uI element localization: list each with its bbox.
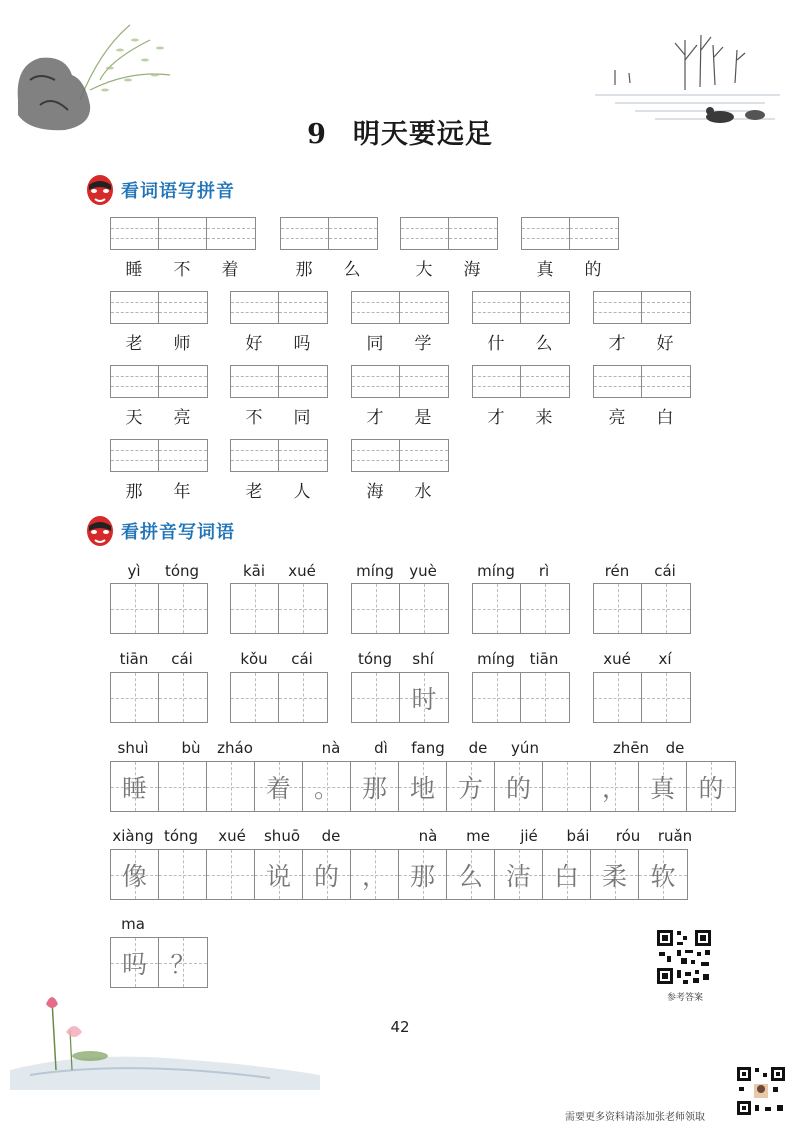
field-grid-square[interactable]: [642, 673, 690, 722]
vocab-char: 才: [487, 408, 505, 428]
traced-character: [543, 762, 590, 811]
vocab-word: [230, 403, 326, 428]
field-grid-square[interactable]: [111, 673, 159, 722]
character-writing-grid[interactable]: [593, 583, 691, 634]
pinyin-syllable: míng: [356, 562, 394, 580]
vocab-word: [110, 403, 206, 428]
vocab-word: [110, 255, 254, 280]
pinyin-syllable: tiān: [119, 650, 149, 668]
vocab-char: 亮: [608, 408, 626, 428]
vocab-char: 水: [414, 482, 432, 502]
vocab-char: 海: [366, 482, 384, 502]
vocab-word: [351, 403, 447, 428]
pinyin-syllable: tiān: [529, 650, 559, 668]
field-grid-square[interactable]: [495, 850, 543, 899]
traced-character: [642, 673, 690, 722]
traced-character: [111, 673, 158, 722]
field-grid-square[interactable]: [111, 938, 159, 987]
vocab-char: 那: [295, 260, 313, 280]
pinyin-syllable: fang: [411, 739, 445, 757]
answer-qr-code[interactable]: [655, 928, 713, 986]
field-grid-square[interactable]: [279, 584, 327, 633]
traced-character: [594, 584, 641, 633]
field-grid-square[interactable]: [351, 762, 399, 811]
field-grid-square[interactable]: [303, 850, 351, 899]
field-grid-square[interactable]: [111, 584, 159, 633]
vocab-word: [351, 477, 447, 502]
pinyin-syllable: xué: [288, 562, 316, 580]
traced-character: ，: [361, 861, 387, 891]
vocab-char: 老: [245, 482, 263, 502]
pinyin-writing-grid[interactable]: [400, 217, 498, 250]
vocab-word: [351, 329, 447, 354]
field-grid-square[interactable]: [521, 584, 569, 633]
pinyin-syllable: ma: [121, 915, 145, 933]
field-grid-square[interactable]: [279, 673, 327, 722]
vocab-word: [110, 329, 206, 354]
traced-character: [473, 673, 520, 722]
field-grid-square[interactable]: [207, 762, 255, 811]
opera-mask-icon: [85, 173, 115, 207]
contact-qr-code[interactable]: [735, 1065, 787, 1117]
pinyin-writing-grid[interactable]: [351, 439, 449, 472]
pinyin-syllable: zhēn: [612, 739, 650, 757]
vocab-char: 师: [173, 334, 191, 354]
traced-character: 。: [313, 773, 339, 803]
section-label: 看拼音写词语: [121, 522, 235, 543]
character-writing-grid[interactable]: [230, 672, 328, 723]
character-writing-grid[interactable]: [351, 672, 449, 723]
field-grid-square[interactable]: [473, 673, 521, 722]
character-writing-grid[interactable]: [230, 583, 328, 634]
pinyin-writing-grid[interactable]: [230, 365, 328, 398]
pinyin-syllable: de: [321, 827, 341, 845]
field-grid-square[interactable]: [639, 850, 687, 899]
pinyin-syllable: jié: [520, 827, 538, 845]
traced-character: [159, 584, 207, 633]
section-label: 看词语写拼音: [121, 181, 235, 202]
pinyin-syllable: xué: [218, 827, 246, 845]
traced-character: [279, 584, 327, 633]
vocab-char: 年: [173, 482, 191, 502]
vocab-word: [593, 403, 689, 428]
pinyin-syllable: shuì: [117, 739, 149, 757]
vocab-word: [472, 329, 568, 354]
field-grid-square[interactable]: [231, 584, 279, 633]
traced-character: [473, 584, 520, 633]
lotus-illustration: [10, 990, 320, 1090]
pinyin-syllable: kǒu: [240, 650, 268, 668]
pinyin-writing-grid[interactable]: [230, 291, 328, 324]
character-writing-grid[interactable]: [593, 672, 691, 723]
vocab-char: 不: [245, 408, 263, 428]
field-grid-square[interactable]: [111, 762, 159, 811]
field-grid-square[interactable]: [159, 762, 207, 811]
section-header-pinyin-to-words: [85, 514, 235, 548]
vocab-char: 老: [125, 334, 143, 354]
traced-character: [159, 762, 206, 811]
pinyin-writing-grid[interactable]: [110, 439, 208, 472]
vocab-char: 好: [245, 334, 263, 354]
traced-character: 真: [649, 773, 675, 803]
vocab-word: [400, 255, 496, 280]
traced-character: 的: [698, 773, 724, 803]
field-grid-square[interactable]: [255, 850, 303, 899]
vocab-char: 是: [414, 408, 432, 428]
pinyin-syllable: bù: [181, 739, 201, 757]
vocab-char: 的: [584, 260, 602, 280]
page-number: 42: [390, 1018, 410, 1036]
vocab-char: 什: [487, 334, 505, 354]
traced-character: 像: [121, 861, 147, 891]
pinyin-syllable: xí: [658, 650, 672, 668]
character-writing-grid[interactable]: [472, 583, 570, 634]
lesson-number: 9: [307, 119, 327, 150]
traced-character: 洁: [505, 861, 531, 891]
traced-character: ，: [601, 773, 627, 803]
traced-character: 么: [457, 861, 483, 891]
field-grid-square[interactable]: [687, 762, 735, 811]
pinyin-writing-grid[interactable]: [110, 365, 208, 398]
traced-character: [521, 673, 569, 722]
pinyin-syllable: xué: [603, 650, 631, 668]
pinyin-syllable: tóng: [163, 827, 199, 845]
traced-character: [521, 584, 569, 633]
traced-character: 的: [313, 861, 339, 891]
field-grid-square[interactable]: [111, 850, 159, 899]
field-grid-square[interactable]: [447, 850, 495, 899]
field-grid-square[interactable]: [352, 584, 400, 633]
traced-character: 方: [457, 773, 483, 803]
pinyin-writing-grid[interactable]: [110, 217, 256, 250]
traced-character: 地: [409, 773, 435, 803]
pinyin-syllable: ruǎn: [657, 827, 693, 845]
field-grid-square[interactable]: [231, 673, 279, 722]
vocab-char: 睡: [125, 260, 143, 280]
field-grid-square[interactable]: [400, 584, 448, 633]
traced-character: 柔: [601, 861, 627, 891]
pinyin-writing-grid[interactable]: [593, 365, 691, 398]
vocab-char: 着: [221, 260, 239, 280]
section-header-words-to-pinyin: [85, 173, 235, 207]
pinyin-writing-grid[interactable]: [351, 291, 449, 324]
vocab-word: [472, 403, 568, 428]
pinyin-syllable: yún: [511, 739, 539, 757]
traced-character: [159, 673, 207, 722]
pinyin-writing-grid[interactable]: [521, 217, 619, 250]
traced-character: [231, 673, 278, 722]
traced-character: [207, 762, 254, 811]
traced-character: 的: [505, 773, 531, 803]
field-grid-square[interactable]: [352, 673, 400, 722]
vocab-char: 白: [656, 408, 674, 428]
pinyin-writing-grid[interactable]: [280, 217, 378, 250]
lesson-title-text: 明天要远足: [352, 119, 493, 150]
traced-character: 白: [553, 861, 579, 891]
field-grid-square[interactable]: [255, 762, 303, 811]
vocab-word: [230, 329, 326, 354]
pinyin-syllable: róu: [615, 827, 641, 845]
pinyin-syllable: zháo: [217, 739, 253, 757]
pinyin-syllable: cái: [654, 562, 676, 580]
sentence-writing-grid[interactable]: [110, 761, 736, 812]
field-grid-square[interactable]: [447, 762, 495, 811]
vocab-char: 大: [415, 260, 433, 280]
traced-character: [594, 673, 641, 722]
vocab-word: [110, 477, 206, 502]
vocab-char: 来: [535, 408, 553, 428]
field-grid-square[interactable]: [159, 850, 207, 899]
field-grid-square[interactable]: [399, 850, 447, 899]
pinyin-syllable: míng: [477, 650, 515, 668]
vocab-char: 么: [343, 260, 361, 280]
traced-character: 着: [265, 773, 291, 803]
traced-character: 软: [650, 861, 676, 891]
traced-character: [352, 673, 399, 722]
field-grid-square[interactable]: [591, 850, 639, 899]
traced-character: [207, 850, 254, 899]
vocab-char: 才: [608, 334, 626, 354]
traced-character: 时: [411, 684, 437, 714]
vocab-char: 真: [536, 260, 554, 280]
character-writing-grid[interactable]: [351, 583, 449, 634]
pinyin-syllable: nà: [418, 827, 438, 845]
character-writing-grid[interactable]: [110, 672, 208, 723]
vocab-char: 亮: [173, 408, 191, 428]
qr-caption: 参考答案: [666, 993, 703, 1003]
vocab-char: 人: [293, 482, 311, 502]
vocab-char: 吗: [293, 334, 311, 354]
field-grid-square[interactable]: [399, 762, 447, 811]
field-grid-square[interactable]: [642, 584, 690, 633]
vocab-char: 么: [535, 334, 553, 354]
traced-character: [352, 584, 399, 633]
pinyin-syllable: tóng: [164, 562, 200, 580]
traced-character: 吗: [121, 949, 147, 979]
pinyin-syllable: me: [466, 827, 490, 845]
character-writing-grid[interactable]: [472, 672, 570, 723]
field-grid-square[interactable]: [591, 762, 639, 811]
traced-character: [111, 584, 158, 633]
vocab-char: 才: [366, 408, 384, 428]
sentence-writing-grid[interactable]: [110, 937, 208, 988]
vocab-char: 不: [173, 260, 191, 280]
pinyin-syllable: bái: [566, 827, 590, 845]
field-grid-square[interactable]: [543, 762, 591, 811]
opera-mask-icon: [85, 514, 115, 548]
field-grid-square[interactable]: [159, 584, 207, 633]
field-grid-square[interactable]: [543, 850, 591, 899]
field-grid-square[interactable]: [495, 762, 543, 811]
pinyin-writing-grid[interactable]: [472, 365, 570, 398]
pinyin-syllable: cái: [171, 650, 193, 668]
pinyin-syllable: míng: [477, 562, 515, 580]
traced-character: ？: [170, 949, 196, 979]
field-grid-square[interactable]: [400, 673, 448, 722]
vocab-char: 天: [125, 408, 143, 428]
vocab-char: 好: [656, 334, 674, 354]
traced-character: [400, 584, 448, 633]
pinyin-syllable: de: [468, 739, 488, 757]
pinyin-syllable: nà: [321, 739, 341, 757]
field-grid-square[interactable]: [473, 584, 521, 633]
pinyin-writing-grid[interactable]: [230, 439, 328, 472]
traced-character: [642, 584, 690, 633]
traced-character: 那: [361, 773, 387, 803]
vocab-char: 同: [366, 334, 384, 354]
pinyin-syllable: de: [665, 739, 685, 757]
pinyin-syllable: xiàng: [112, 827, 154, 845]
pinyin-writing-grid[interactable]: [351, 365, 449, 398]
vocab-char: 海: [463, 260, 481, 280]
field-grid-square[interactable]: [351, 850, 399, 899]
pinyin-writing-grid[interactable]: [110, 291, 208, 324]
pinyin-writing-grid[interactable]: [472, 291, 570, 324]
field-grid-square[interactable]: [594, 673, 642, 722]
field-grid-square[interactable]: [207, 850, 255, 899]
character-writing-grid[interactable]: [110, 583, 208, 634]
traced-character: 那: [409, 861, 435, 891]
pinyin-syllable: rén: [604, 562, 630, 580]
field-grid-square[interactable]: [639, 762, 687, 811]
traced-character: [231, 584, 278, 633]
traced-character: [279, 673, 327, 722]
pinyin-syllable: yuè: [409, 562, 437, 580]
vocab-char: 学: [414, 334, 432, 354]
vocab-word: [280, 255, 376, 280]
vocab-word: [593, 329, 689, 354]
vocab-word: [521, 255, 617, 280]
vocab-char: 那: [125, 482, 143, 502]
field-grid-square[interactable]: [303, 762, 351, 811]
pinyin-syllable: shí: [412, 650, 434, 668]
field-grid-square[interactable]: [159, 938, 207, 987]
field-grid-square[interactable]: [594, 584, 642, 633]
pinyin-syllable: yì: [127, 562, 141, 580]
field-grid-square[interactable]: [159, 673, 207, 722]
vocab-word: [230, 477, 326, 502]
pinyin-syllable: dì: [374, 739, 388, 757]
pinyin-syllable: tóng: [357, 650, 393, 668]
lesson-title: [0, 112, 800, 151]
pinyin-syllable: cái: [291, 650, 313, 668]
traced-character: [159, 850, 206, 899]
field-grid-square[interactable]: [521, 673, 569, 722]
traced-character: 睡: [121, 773, 147, 803]
pinyin-syllable: rì: [538, 562, 550, 580]
traced-character: 说: [265, 861, 291, 891]
pinyin-syllable: shuō: [263, 827, 301, 845]
pinyin-writing-grid[interactable]: [593, 291, 691, 324]
vocab-char: 同: [293, 408, 311, 428]
footer-note: 需要更多资料请添加张老师领取: [565, 1112, 705, 1123]
sentence-writing-grid[interactable]: [110, 849, 688, 900]
pinyin-syllable: kāi: [242, 562, 266, 580]
